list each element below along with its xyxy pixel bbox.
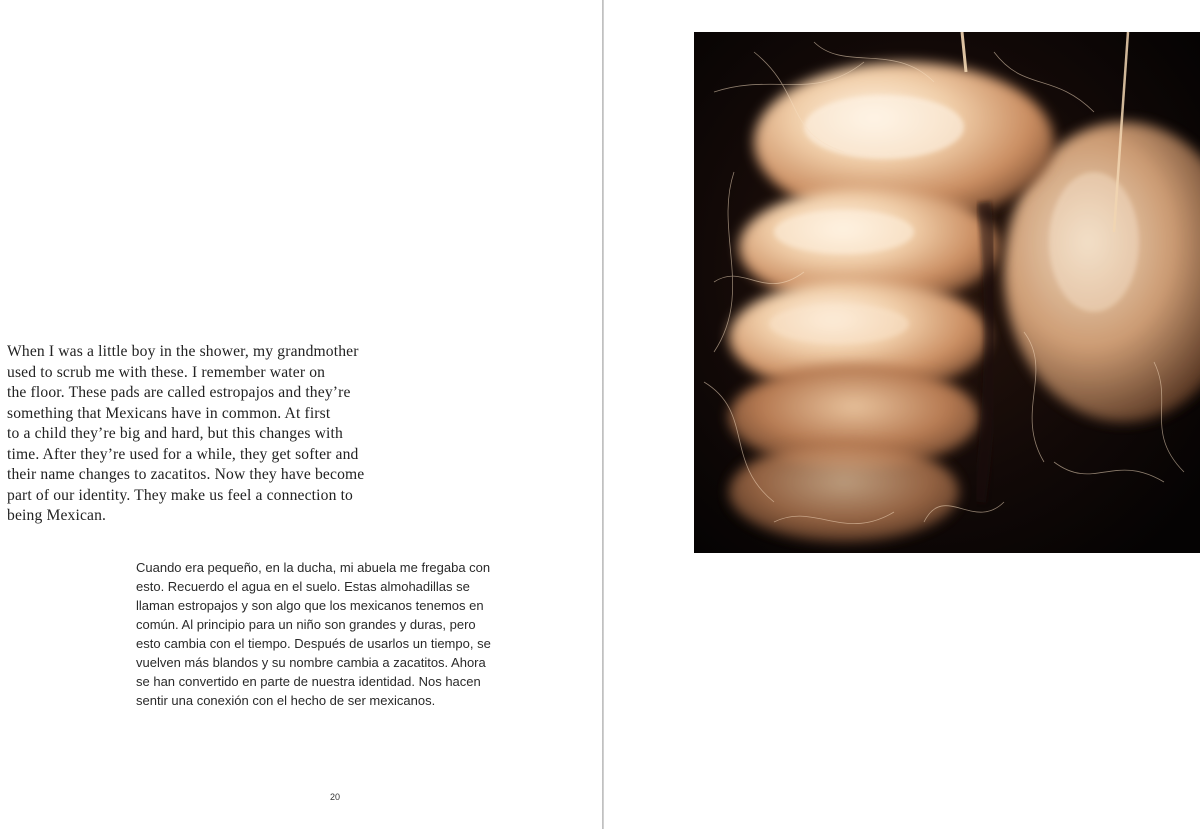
english-line: used to scrub me with these. I remember water on	[7, 363, 326, 381]
spanish-line: esto. Recuerdo el agua en el suelo. Estas almohadillas se	[136, 579, 470, 594]
spanish-line: llaman estropajos y son algo que los mexicanos tenemos en	[136, 598, 484, 613]
spanish-paragraph	[136, 558, 491, 710]
estropajo-photo	[694, 32, 1200, 553]
english-line: time. After they’re used for a while, they get softer and	[7, 445, 359, 463]
english-line: to a child they’re big and hard, but this changes with	[7, 425, 343, 442]
english-line: being Mexican.	[7, 507, 107, 524]
spanish-line: esto cambia con el tiempo. Después de usarlos un tiempo, se	[136, 636, 491, 651]
english-line: something that Mexicans have in common. At first	[7, 404, 331, 422]
english-line: part of our identity. They make us feel a connection to	[7, 486, 354, 504]
spanish-line: Cuando era pequeño, en la ducha, mi abuela me fregaba con	[136, 560, 491, 575]
english-paragraph	[7, 342, 364, 527]
spanish-line: común. Al principio para un niño son grandes y duras, pero	[136, 617, 476, 632]
english-line: When I was a little boy in the shower, my grandmother	[7, 343, 359, 360]
spanish-line: sentir una conexión con el hecho de ser mexicanos.	[136, 693, 436, 708]
spanish-line: vuelven más blandos y su nombre cambia a zacatitos. Ahora	[136, 655, 486, 670]
english-line: their name changes to zacatitos. Now they have become	[7, 466, 365, 483]
right-page	[604, 0, 1200, 829]
estropajo-illustration	[694, 32, 1200, 553]
page-number: 20	[329, 792, 340, 802]
spanish-line: se han convertido en parte de nuestra identidad. Nos hacen	[136, 674, 481, 689]
english-line: the floor. These pads are called estropajos and they’re	[7, 384, 351, 401]
